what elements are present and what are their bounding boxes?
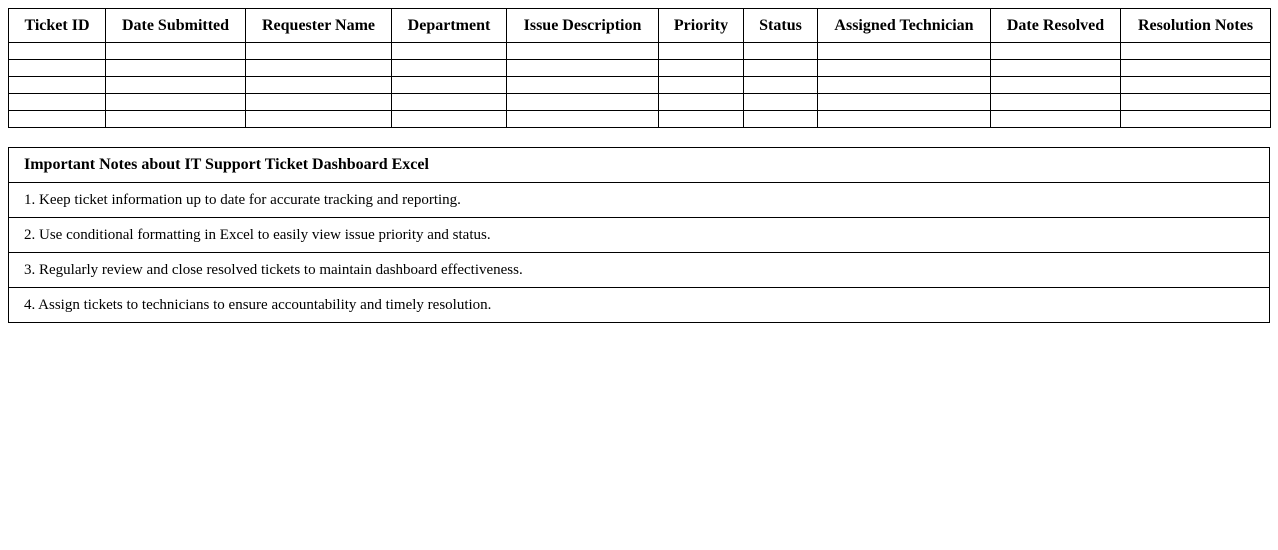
column-header-resolution-notes[interactable]: Resolution Notes: [1121, 9, 1271, 43]
table-cell[interactable]: [9, 111, 106, 128]
ticket-table: [8, 8, 1271, 128]
table-cell[interactable]: [106, 111, 246, 128]
column-header-priority[interactable]: Priority: [659, 9, 744, 43]
table-cell[interactable]: [659, 111, 744, 128]
list-item: [9, 288, 1270, 323]
table-cell[interactable]: [991, 94, 1121, 111]
table-cell[interactable]: [392, 60, 507, 77]
table-row: [9, 111, 1271, 128]
column-header-assigned-technician[interactable]: Assigned Technician: [818, 9, 991, 43]
table-cell[interactable]: [507, 111, 659, 128]
table-cell[interactable]: [659, 43, 744, 60]
table-cell[interactable]: [507, 60, 659, 77]
table-cell[interactable]: [246, 77, 392, 94]
table-cell[interactable]: [392, 111, 507, 128]
table-cell[interactable]: [507, 43, 659, 60]
table-cell[interactable]: [106, 94, 246, 111]
note-item-3: 3. Regularly review and close resolved tickets to maintain dashboard effectiveness.: [9, 253, 1270, 288]
table-cell[interactable]: [392, 43, 507, 60]
table-cell[interactable]: [106, 77, 246, 94]
table-cell[interactable]: [744, 111, 818, 128]
notes-title-row: [9, 148, 1270, 183]
notes-title: Important Notes about IT Support Ticket Dashboard Excel: [9, 148, 1270, 183]
column-header-issue-description[interactable]: Issue Description: [507, 9, 659, 43]
table-cell[interactable]: [818, 60, 991, 77]
table-cell[interactable]: [744, 43, 818, 60]
table-cell[interactable]: [246, 111, 392, 128]
table-header-row: [9, 9, 1271, 43]
table-cell[interactable]: [9, 94, 106, 111]
table-cell[interactable]: [744, 60, 818, 77]
table-cell[interactable]: [818, 43, 991, 60]
table-row: [9, 43, 1271, 60]
table-cell[interactable]: [9, 43, 106, 60]
table-cell[interactable]: [1121, 60, 1271, 77]
list-item: [9, 183, 1270, 218]
table-cell[interactable]: [246, 60, 392, 77]
note-item-2: 2. Use conditional formatting in Excel to easily view issue priority and status.: [9, 218, 1270, 253]
column-header-date-resolved[interactable]: Date Resolved: [991, 9, 1121, 43]
column-header-status[interactable]: Status: [744, 9, 818, 43]
table-cell[interactable]: [659, 94, 744, 111]
table-cell[interactable]: [106, 60, 246, 77]
table-cell[interactable]: [1121, 77, 1271, 94]
table-cell[interactable]: [818, 77, 991, 94]
table-cell[interactable]: [507, 77, 659, 94]
table-cell[interactable]: [392, 94, 507, 111]
table-cell[interactable]: [744, 77, 818, 94]
table-cell[interactable]: [106, 43, 246, 60]
table-cell[interactable]: [991, 77, 1121, 94]
note-item-1: 1. Keep ticket information up to date for accurate tracking and reporting.: [9, 183, 1270, 218]
table-cell[interactable]: [246, 94, 392, 111]
table-row: [9, 94, 1271, 111]
table-cell[interactable]: [1121, 111, 1271, 128]
table-cell[interactable]: [9, 60, 106, 77]
table-cell[interactable]: [818, 111, 991, 128]
table-cell[interactable]: [991, 111, 1121, 128]
note-item-4: 4. Assign tickets to technicians to ensure accountability and timely resolution.: [9, 288, 1270, 323]
table-cell[interactable]: [991, 43, 1121, 60]
table-cell[interactable]: [744, 94, 818, 111]
table-row: [9, 77, 1271, 94]
table-cell[interactable]: [392, 77, 507, 94]
column-header-department[interactable]: Department: [392, 9, 507, 43]
table-cell[interactable]: [246, 43, 392, 60]
list-item: [9, 218, 1270, 253]
table-row: [9, 60, 1271, 77]
table-cell[interactable]: [507, 94, 659, 111]
table-cell[interactable]: [659, 77, 744, 94]
table-cell[interactable]: [1121, 94, 1271, 111]
notes-table: [8, 147, 1270, 323]
list-item: [9, 253, 1270, 288]
column-header-ticket-id[interactable]: Ticket ID: [9, 9, 106, 43]
table-cell[interactable]: [991, 60, 1121, 77]
table-cell[interactable]: [659, 60, 744, 77]
column-header-date-submitted[interactable]: Date Submitted: [106, 9, 246, 43]
table-cell[interactable]: [1121, 43, 1271, 60]
table-cell[interactable]: [9, 77, 106, 94]
table-cell[interactable]: [818, 94, 991, 111]
column-header-requester-name[interactable]: Requester Name: [246, 9, 392, 43]
